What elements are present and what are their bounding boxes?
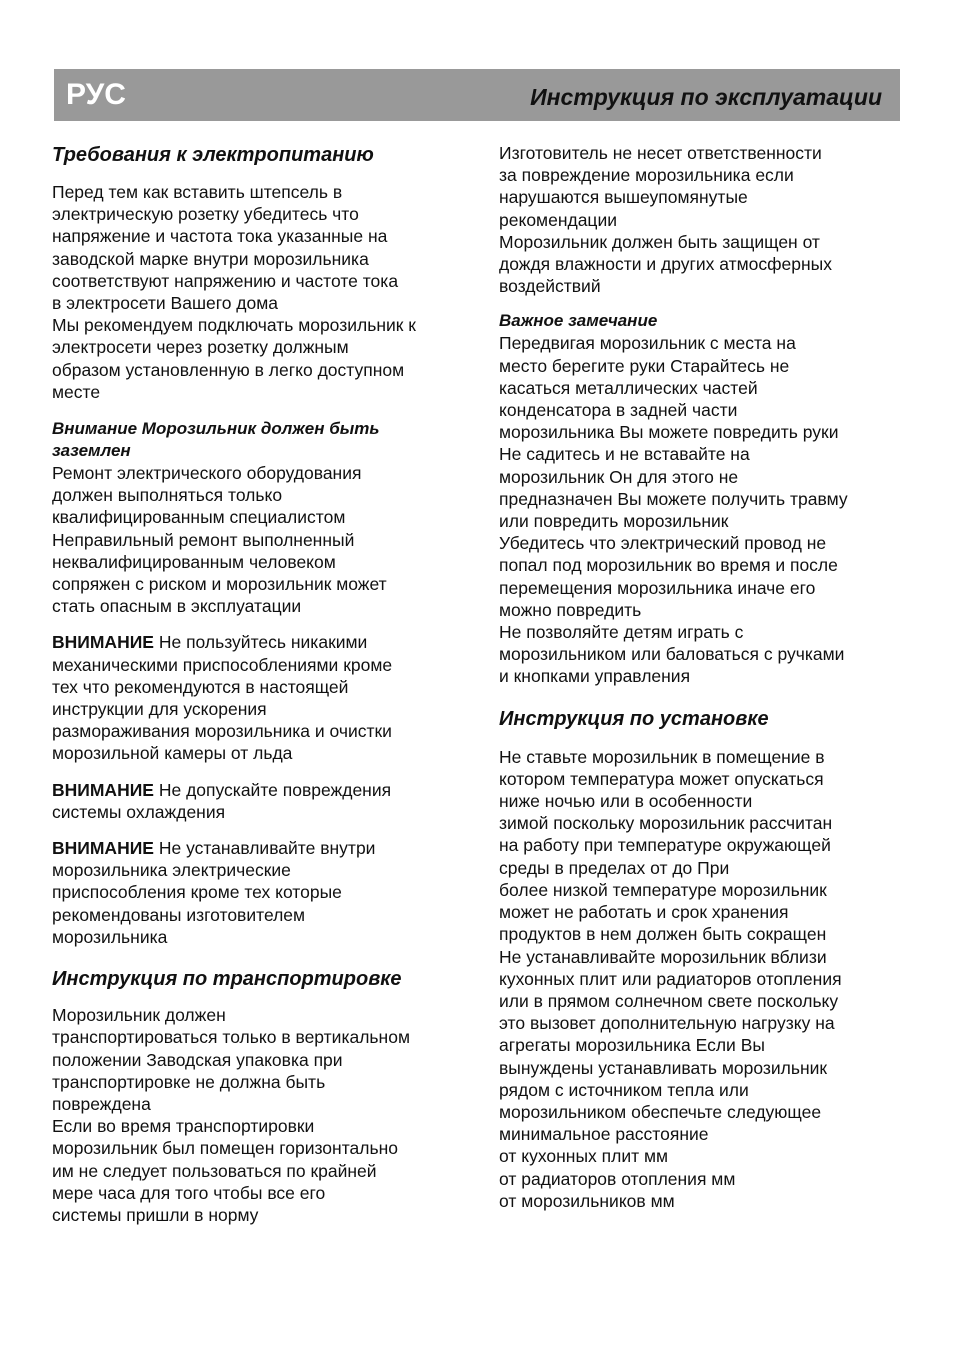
warning-3 (52, 837, 452, 948)
warning-1-text: Не пользуйтесь никакими механическими приспособлениями кроме тех что рекомендуются в настоящей инструкции для ускорения размораживания морозильника и очистки морозильной камеры от льда (52, 632, 393, 764)
warning-3-label: ВНИМАНИЕ (52, 838, 154, 859)
warning-2-label: ВНИМАНИЕ (52, 779, 154, 800)
transport-section-text: Морозильник должен транспортироваться только в вертикальном положении Заводская упаковка при транспортировке не должна быть повреждена Если во время транспортировки морозильник был помещен горизонтально им не следует пользоваться по крайней мере часа для того чтобы все его системы пришли в норму (52, 1005, 410, 1225)
warning-1-label: ВНИМАНИЕ (52, 632, 154, 653)
warning-2-text: Не допускайте повреждения системы охлаждения (52, 779, 392, 822)
language-label: РУС (66, 78, 126, 111)
right-column (499, 142, 899, 1212)
power-section-text: Перед тем как вставить штепсель в электрическую розетку убедитесь что напряжение и частота тока указанные на заводской марке внутри морозильника соответствуют напряжению и частоте тока в электросети Вашего дома Мы рекомендуем подключать морозильник к электросети через розетку должным образом установленную в легко доступном месте (52, 182, 416, 402)
page-title: Инструкция по эксплуатации (530, 84, 882, 110)
install-section-text: Не ставьте морозильник в помещение в котором температура может опускаться ниже ночью или в особенности зимой поскольку морозильник рассчитан на работу при температуре окружающей среды в пределах от до При более низкой температуре морозильник может не работать и срок хранения продуктов в нем должен быть сокращен Не устанавливайте морозильник вблизи кухонных плит или радиаторов отопления или в прямом солнечном свете поскольку это вызовет дополнительную нагрузку на агрегаты морозильника Если Вы вынуждены устанавливать морозильник рядом с источником тепла или морозильником обеспечьте следующее минимальное расстояние от кухонных плит мм от радиаторов отопления мм от морозильников мм (499, 746, 842, 1211)
transport-section-title: Инструкция по транспортировке (52, 968, 402, 991)
install-section-title: Инструкция по установке (499, 707, 769, 730)
warning-2 (52, 779, 452, 823)
responsibility-text: Изготовитель не несет ответственности за повреждение морозильника если нарушаются вышеупомянутые рекомендации Морозильник должен быть защищен от дождя влажности и других атмосферных воздействий (499, 143, 832, 297)
ground-warning-text: Ремонт электрического оборудования должен выполняться только квалифицированным специалистом Неправильный ремонт выполненный неквалифицированным человеком сопряжен с риском и морозильник может стать опасным в эксплуатации (52, 463, 387, 617)
important-note-text: Передвигая морозильник с места на место берегите руки Старайтесь не касаться металлических частей конденсатора в задней части морозильника Вы можете повредить руки Не садитесь и не вставайте на морозильник Он для этого не предназначен Вы можете получить травму или повредить морозильник Убедитесь что электрический провод не попал под морозильник во время и после перемещения морозильника иначе его можно повредить Не позволяйте детям играть с морозильником или баловаться с ручками и кнопками управления (499, 333, 848, 687)
warning-1 (52, 631, 452, 764)
left-column (52, 142, 452, 1226)
power-section-title: Требования к электропитанию (52, 144, 374, 166)
ground-warning-title: Внимание Морозильник должен быть заземлен (52, 419, 380, 461)
important-note-title: Важное замечание (499, 311, 658, 331)
header-bar (54, 69, 900, 121)
warning-3-text: Не устанавливайте внутри морозильника электрические приспособления кроме тех которые рекомендованы изготовителем морозильника (52, 838, 376, 947)
